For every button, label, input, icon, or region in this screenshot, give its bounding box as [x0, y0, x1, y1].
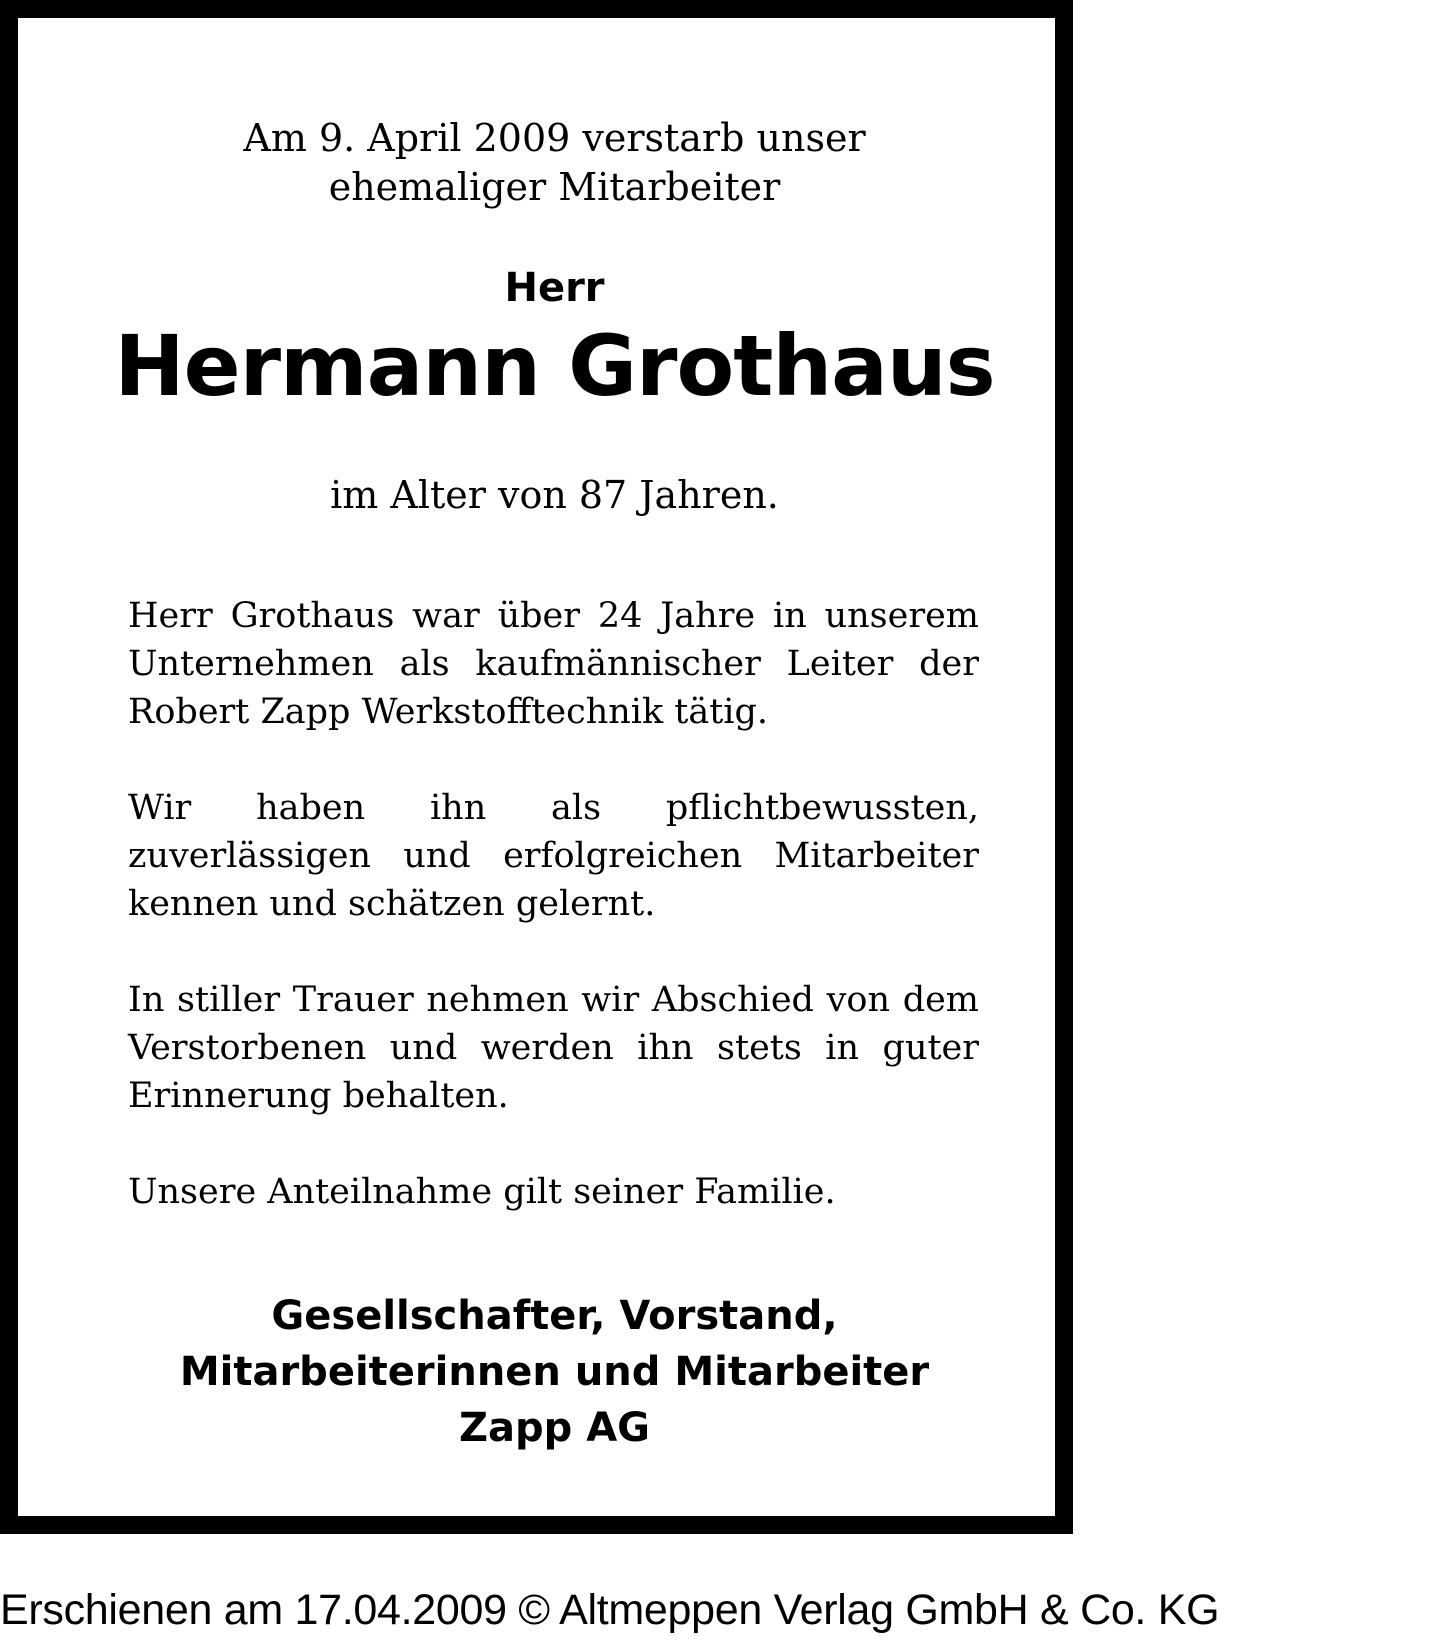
deceased-name: Hermann Grothaus [114, 317, 995, 415]
paragraph-mourning: In stiller Trauer nehmen wir Abschied von dem Verstorbenen und werden ihn stets in guter Erinnerung behalten. [128, 980, 979, 1116]
signature-block [18, 1288, 1091, 1456]
signature-line-1: Gesellschafter, Vorstand, [271, 1293, 838, 1339]
intro-line-1: Am 9. April 2009 verstarb unser [243, 116, 866, 160]
signature-line-3: Zapp AG [459, 1405, 650, 1451]
publication-credit: Erschienen am 17.04.2009 © Altmeppen Verlag GmbH & Co. KG [0, 1586, 1220, 1634]
honorific: Herr [504, 265, 605, 311]
intro-line-2: ehemaliger Mitarbeiter [328, 165, 781, 209]
paragraph-appreciation: Wir haben ihn als pflichtbewussten, zuverlässigen und erfolgreichen Mitarbeiter kennen und schätzen gelernt. [128, 788, 979, 924]
paragraph-condolence: Unsere Anteilnahme gilt seiner Familie. [128, 1172, 836, 1212]
intro-text [18, 114, 1091, 212]
signature-line-2: Mitarbeiterinnen und Mitarbeiter [179, 1349, 930, 1395]
paragraph-service: Herr Grothaus war über 24 Jahre in unserem Unternehmen als kaufmännischer Leiter der Robert Zapp Werkstofftechnik tätig. [128, 596, 979, 732]
age-line: im Alter von 87 Jahren. [330, 473, 779, 517]
